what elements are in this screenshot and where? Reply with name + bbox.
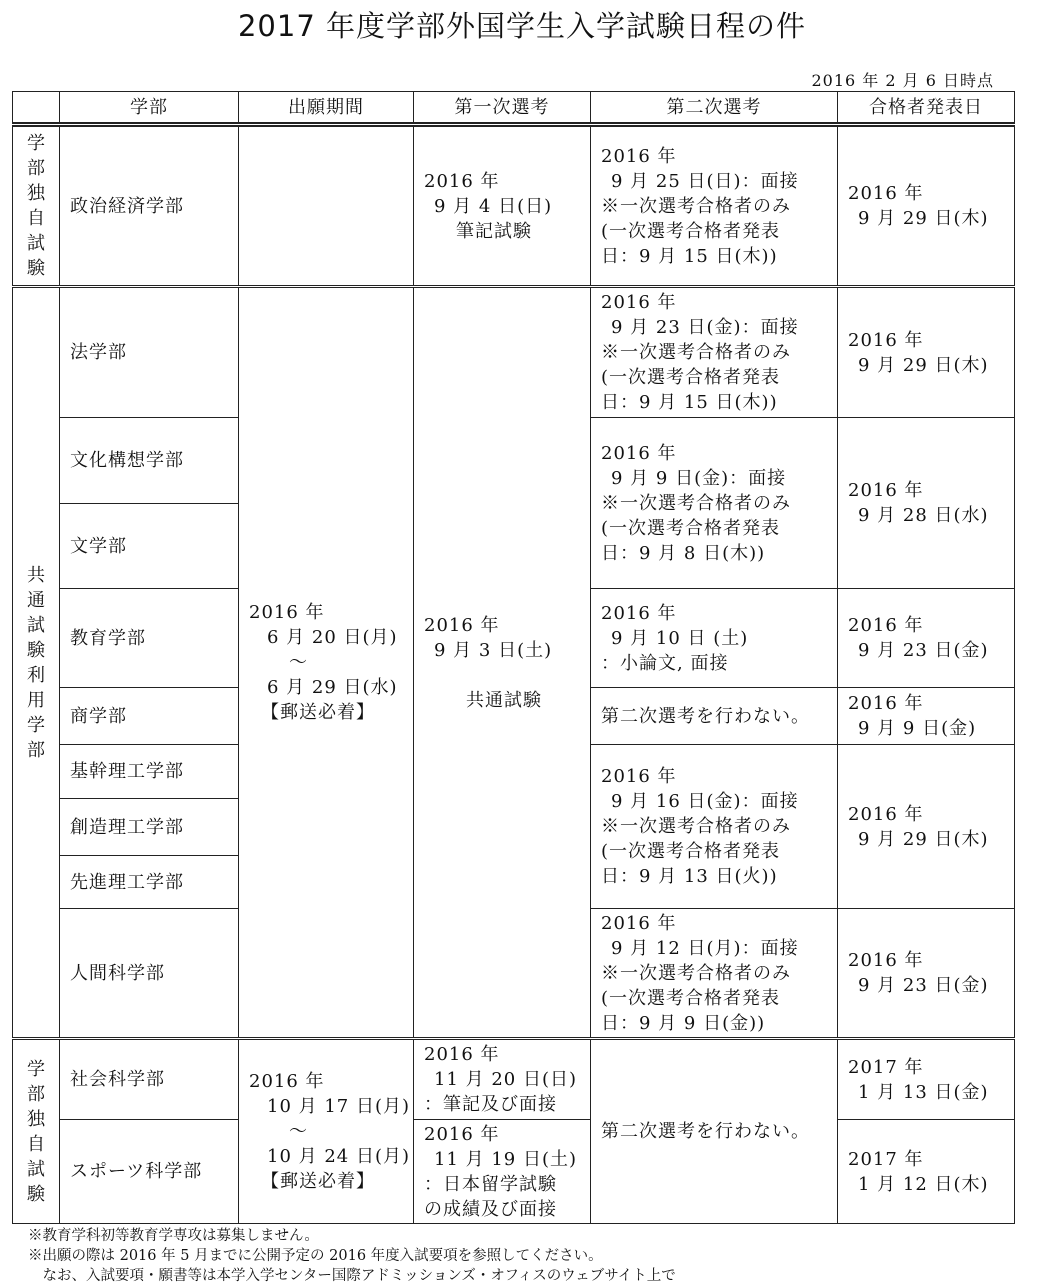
second-selection-cell: 2016 年 9 月 9 日(金)：面接 ※一次選考合格者のみ (一次選考合格者発表 日：9 月 8 日(木)): [591, 418, 838, 589]
faculty-cell: 創造理工学部: [60, 799, 239, 856]
announcement-cell: 2016 年 9 月 29 日(木): [838, 287, 1015, 418]
first-selection-cell: 2016 年 9 月 3 日(土) 共通試験: [414, 287, 591, 1039]
second-selection-cell: 第二次選考を行わない。: [591, 1039, 838, 1224]
faculty-cell: 先進理工学部: [60, 856, 239, 909]
footnote: ※出願の際は 2016 年 5 月までに公開予定の 2016 年度入試要項を参照してください。: [28, 1248, 603, 1264]
second-selection-cell: 2016 年 9 月 25 日(日)：面接 ※一次選考合格者のみ (一次選考合格者発表 日：9 月 15 日(木)): [591, 125, 838, 287]
application-empty: [239, 125, 414, 287]
header-second-selection: 第二次選考: [591, 92, 838, 125]
as-of-date: 2016 年 2 月 6 日時点: [811, 71, 994, 90]
header-first-selection: 第一次選考: [414, 92, 591, 125]
table-row: [13, 287, 1015, 418]
category-own-exam: 学部独自試験: [13, 125, 60, 287]
faculty-cell: 社会科学部: [60, 1039, 239, 1120]
announcement-cell: 2017 年 1 月 13 日(金): [838, 1039, 1015, 1120]
application-period-cell: 2016 年 10 月 17 日(月) ～ 10 月 24 日(月) 【郵送必着】: [239, 1039, 414, 1224]
announcement-cell: 2016 年 9 月 23 日(金): [838, 909, 1015, 1039]
table-row: [13, 125, 1015, 287]
footnote: ※教育学科初等教育学専攻は募集しません。: [28, 1228, 319, 1244]
header-application-period: 出願期間: [239, 92, 414, 125]
announcement-cell: 2016 年 9 月 28 日(水): [838, 418, 1015, 589]
announcement-cell: 2017 年 1 月 12 日(木): [838, 1120, 1015, 1224]
first-selection-cell: 2016 年 9 月 4 日(日) 筆記試験: [414, 125, 591, 287]
faculty-cell: 政治経済学部: [60, 125, 239, 287]
header-announcement: 合格者発表日: [838, 92, 1015, 125]
faculty-cell: 文学部: [60, 504, 239, 589]
announcement-cell: 2016 年 9 月 9 日(金): [838, 688, 1015, 745]
second-selection-cell: 第二次選考を行わない。: [591, 688, 838, 745]
faculty-cell: 法学部: [60, 287, 239, 418]
header-faculty: 学部: [60, 92, 239, 125]
second-selection-cell: 2016 年 9 月 23 日(金)：面接 ※一次選考合格者のみ (一次選考合格者発表 日：9 月 15 日(木)): [591, 287, 838, 418]
faculty-cell: 文化構想学部: [60, 418, 239, 504]
footnote: なお、入試要項・願書等は本学入学センター国際アドミッションズ・オフィスのウェブサイト上で: [28, 1268, 676, 1284]
category-own-exam: 学部独自試験: [13, 1039, 60, 1224]
schedule-table: [12, 91, 1015, 1224]
announcement-cell: 2016 年 9 月 23 日(金): [838, 589, 1015, 688]
document-title: 2017 年度学部外国学生入学試験日程の件: [237, 9, 807, 43]
header-row: [13, 92, 1015, 125]
application-period-cell: 2016 年 6 月 20 日(月) ～ 6 月 29 日(水) 【郵送必着】: [239, 287, 414, 1039]
announcement-cell: 2016 年 9 月 29 日(木): [838, 745, 1015, 909]
second-selection-cell: 2016 年 9 月 10 日 (土) ：小論文, 面接: [591, 589, 838, 688]
announcement-cell: 2016 年 9 月 29 日(木): [838, 125, 1015, 287]
first-selection-cell: 2016 年 11 月 20 日(日) ：筆記及び面接: [414, 1039, 591, 1120]
faculty-cell: 商学部: [60, 688, 239, 745]
faculty-cell: 人間科学部: [60, 909, 239, 1039]
footnotes: [28, 1226, 676, 1286]
faculty-cell: 基幹理工学部: [60, 745, 239, 799]
second-selection-cell: 2016 年 9 月 12 日(月)：面接 ※一次選考合格者のみ (一次選考合格者発表 日：9 月 9 日(金)): [591, 909, 838, 1039]
category-common-exam: 共通試験利用学部: [13, 287, 60, 1039]
faculty-cell: スポーツ科学部: [60, 1120, 239, 1224]
faculty-cell: 教育学部: [60, 589, 239, 688]
table-row: [13, 1120, 1015, 1224]
second-selection-cell: 2016 年 9 月 16 日(金)：面接 ※一次選考合格者のみ (一次選考合格者発表 日：9 月 13 日(火)): [591, 745, 838, 909]
header-category: [13, 92, 60, 125]
table-row: [13, 1039, 1015, 1120]
first-selection-cell: 2016 年 11 月 19 日(土) ：日本留学試験 の成績及び面接: [414, 1120, 591, 1224]
